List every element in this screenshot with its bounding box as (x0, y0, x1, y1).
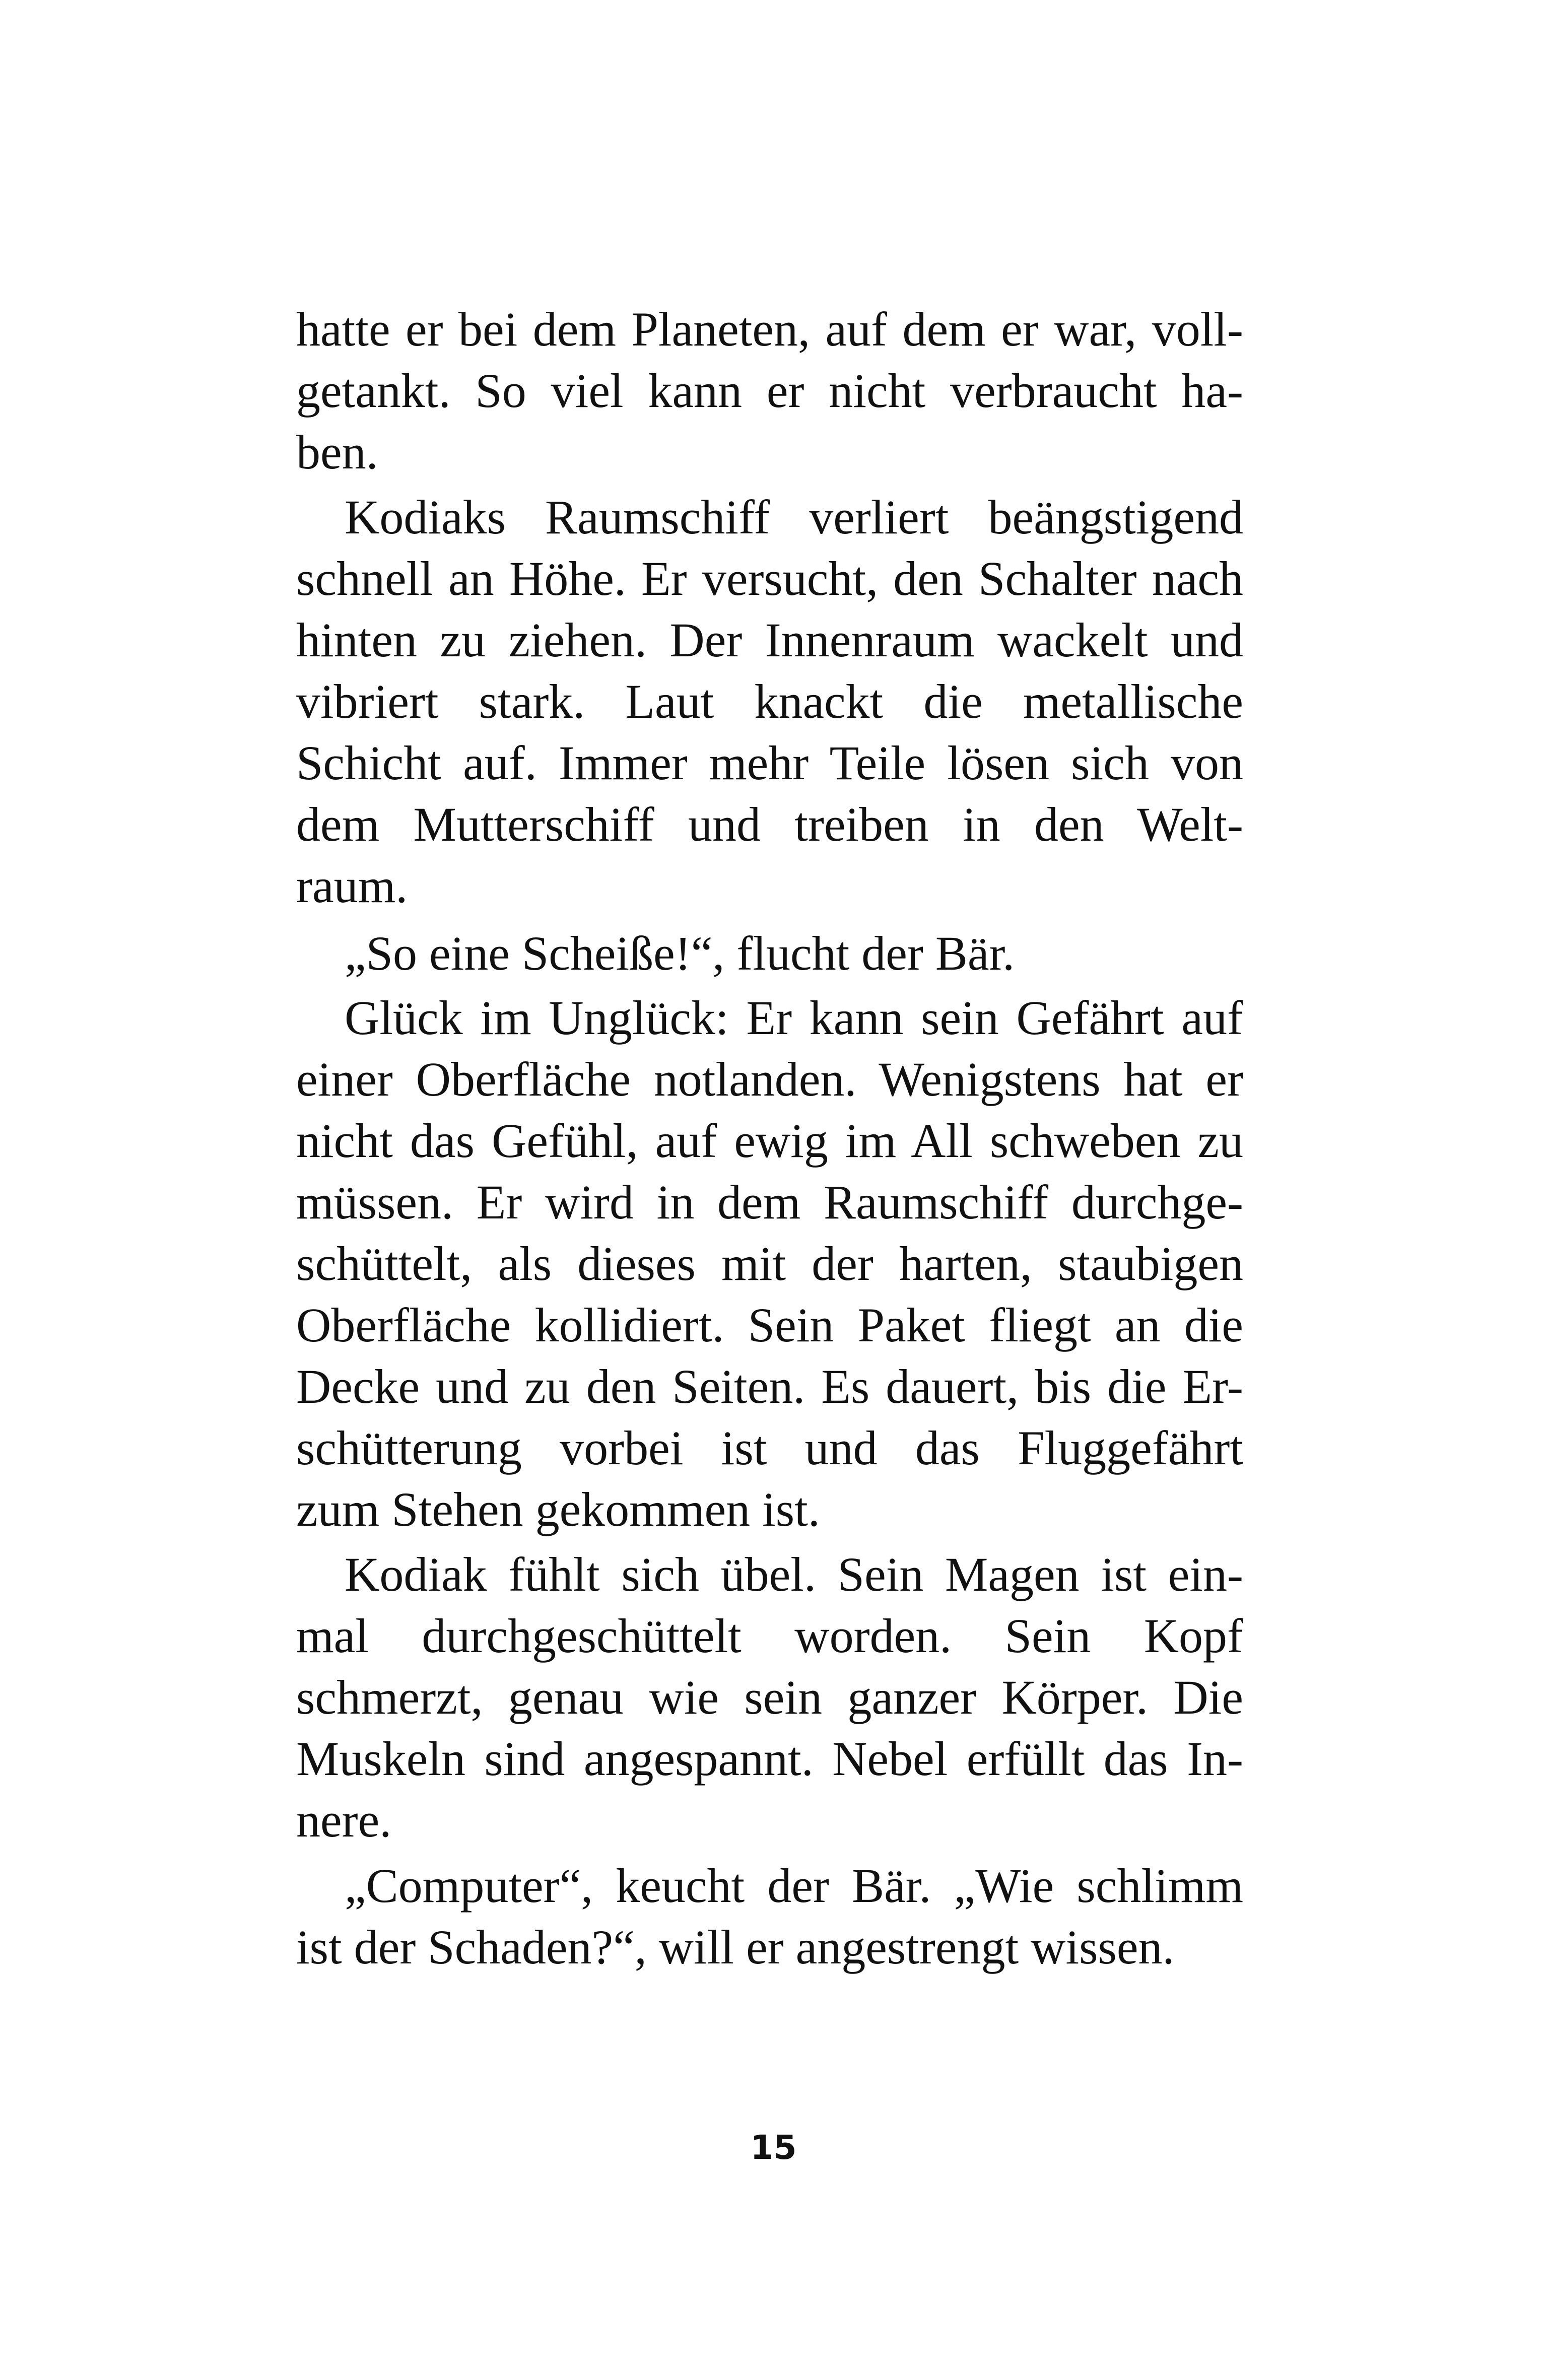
text-line: „Computer“, keucht der Bär. „Wie schlimm (345, 1859, 1243, 1913)
text-line: getankt. So viel kann er nicht verbraucht ha- (296, 364, 1243, 418)
text-line: vibriert stark. Laut knackt die metallische (296, 674, 1243, 728)
text-line: hatte er bei dem Planeten, auf dem er war, voll- (296, 302, 1243, 356)
text-line: Glück im Unglück: Er kann sein Gefährt auf (345, 991, 1243, 1045)
text-line: raum. (296, 859, 408, 913)
text-line: nicht das Gefühl, auf ewig im All schweben zu (296, 1114, 1243, 1168)
text-line: Schicht auf. Immer mehr Teile lösen sich von (296, 736, 1243, 790)
text-line: ist der Schaden?“, will er angestrengt wissen. (296, 1920, 1175, 1974)
text-line: Muskeln sind angespannt. Nebel erfüllt das In- (296, 1732, 1243, 1786)
text-line: mal durchgeschüttelt worden. Sein Kopf (296, 1609, 1243, 1663)
text-line: nere. (296, 1793, 392, 1847)
text-line: hinten zu ziehen. Der Innenraum wackelt und (296, 613, 1243, 667)
text-line: schnell an Höhe. Er versucht, den Schalter nach (296, 552, 1243, 605)
text-line: „So eine Scheiße!“, flucht der Bär. (345, 926, 1015, 980)
text-line: müssen. Er wird in dem Raumschiff durchge- (296, 1175, 1243, 1229)
text-line: schütterung vorbei ist und das Fluggefährt (296, 1421, 1243, 1475)
text-line: zum Stehen gekommen ist. (296, 1482, 820, 1536)
text-line: Decke und zu den Seiten. Es dauert, bis die Er- (296, 1359, 1243, 1413)
text-line: einer Oberfläche notlanden. Wenigstens hat er (296, 1052, 1243, 1106)
text-line: Kodiak fühlt sich übel. Sein Magen ist ein- (345, 1547, 1243, 1601)
text-line: Kodiaks Raumschiff verliert beängstigend (345, 490, 1243, 544)
text-line: schmerzt, genau wie sein ganzer Körper. Die (296, 1670, 1243, 1724)
text-line: Oberfläche kollidiert. Sein Paket fliegt an die (296, 1298, 1243, 1352)
text-line: ben. (296, 425, 378, 479)
text-line: schüttelt, als dieses mit der harten, staubigen (296, 1237, 1243, 1290)
page-number: 15 (750, 2128, 797, 2167)
text-line: dem Mutterschiff und treiben in den Welt- (296, 797, 1243, 851)
